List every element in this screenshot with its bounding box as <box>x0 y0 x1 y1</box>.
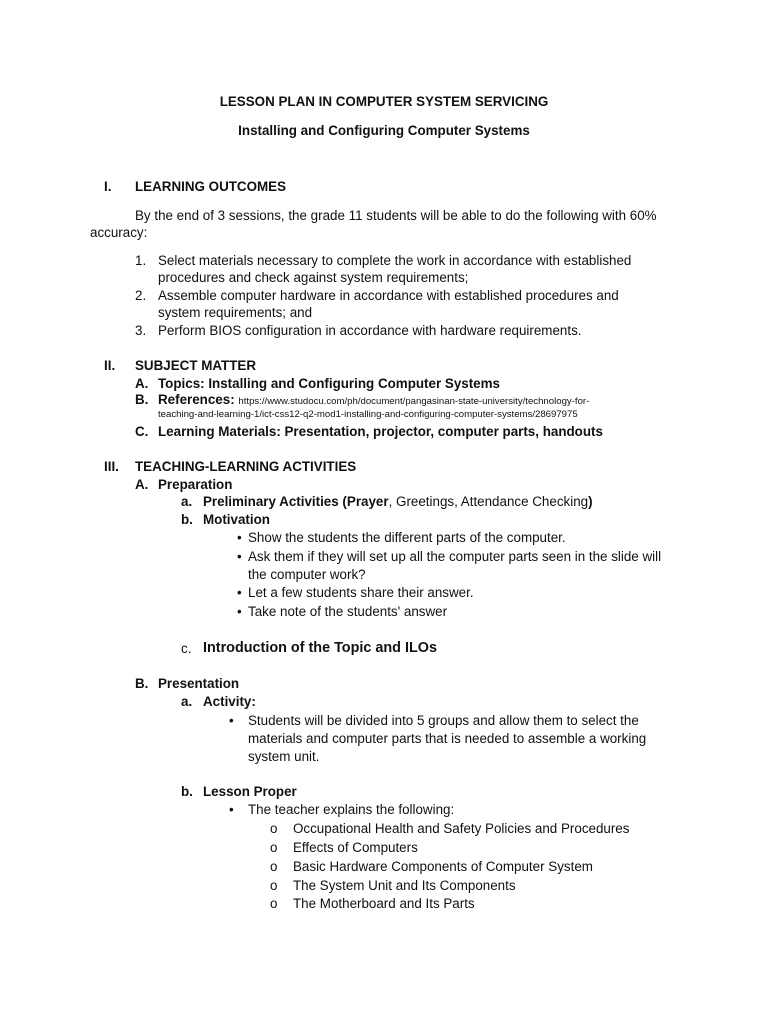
bullet: • <box>229 713 234 728</box>
section-number: III. <box>104 459 119 474</box>
references-label: References: <box>158 392 235 407</box>
item-letter: C. <box>135 424 149 439</box>
list-number: 1. <box>135 253 147 268</box>
preparation-label: Preparation <box>158 477 233 492</box>
list-item: Select materials necessary to complete the work in accordance with established <box>158 253 632 268</box>
sub-bullet-text: The System Unit and Its Components <box>293 878 516 893</box>
reference-url[interactable]: https://www.studocu.com/ph/document/pangasinan-state-university/technology-for- <box>238 396 590 407</box>
preliminary-bold: Preliminary Activities (Prayer <box>203 494 389 509</box>
paragraph-line: By the end of 3 sessions, the grade 11 students will be able to do the following with 60% <box>135 208 657 223</box>
list-item-cont: procedures and check against system requirements; <box>158 270 469 285</box>
subitem-letter: b. <box>181 784 193 799</box>
bullet-text: Show the students the different parts of the computer. <box>248 530 566 545</box>
bullet-text-cont: system unit. <box>248 749 320 764</box>
lesson-proper-label: Lesson Proper <box>203 784 297 799</box>
materials-line: Learning Materials: Presentation, projector, computer parts, handouts <box>158 424 603 439</box>
sub-bullet: o <box>270 840 278 855</box>
item-letter: B. <box>135 676 149 691</box>
sub-bullet-text: Basic Hardware Components of Computer System <box>293 859 593 874</box>
preliminary-activities-line <box>203 493 593 511</box>
bullet-text: Let a few students share their answer. <box>248 585 474 600</box>
subitem-letter: b. <box>181 512 193 527</box>
sub-bullet-text: Occupational Health and Safety Policies and Procedures <box>293 821 630 836</box>
preliminary-close: ) <box>588 494 593 509</box>
bullet-text: Take note of the students' answer <box>248 604 448 619</box>
doc-subtitle: Installing and Configuring Computer Systems <box>238 123 530 138</box>
paragraph-line: accuracy: <box>90 225 148 240</box>
topics-line: Topics: Installing and Configuring Computer Systems <box>158 376 500 391</box>
sub-bullet-text: Effects of Computers <box>293 840 418 855</box>
list-number: 2. <box>135 288 147 303</box>
bullet-text: Students will be divided into 5 groups and allow them to select the <box>248 713 639 728</box>
preliminary-normal: , Greetings, Attendance Checking <box>388 494 589 509</box>
presentation-label: Presentation <box>158 676 240 691</box>
bullet-text: Ask them if they will set up all the computer parts seen in the slide will <box>248 549 662 564</box>
sub-bullet: o <box>270 859 278 874</box>
subitem-letter: c. <box>181 641 192 656</box>
activity-label: Activity: <box>203 694 256 709</box>
bullet-text: The teacher explains the following: <box>248 802 455 817</box>
list-item-cont: system requirements; and <box>158 305 313 320</box>
reference-url-cont[interactable]: teaching-and-learning-1/ict-css12-q2-mod1-installing-and-configuring-computer-systems/28697975 <box>158 409 578 420</box>
section-number: II. <box>104 358 116 373</box>
item-letter: B. <box>135 392 149 407</box>
references-line <box>158 391 589 409</box>
subitem-letter: a. <box>181 494 193 509</box>
subitem-letter: a. <box>181 694 193 709</box>
bullet: • <box>229 802 234 817</box>
bullet-text-cont: the computer work? <box>248 567 366 582</box>
motivation-label: Motivation <box>203 512 270 527</box>
section-heading: TEACHING-LEARNING ACTIVITIES <box>135 459 357 474</box>
item-letter: A. <box>135 376 149 391</box>
sub-bullet-text: The Motherboard and Its Parts <box>293 896 475 911</box>
doc-title: LESSON PLAN IN COMPUTER SYSTEM SERVICING <box>219 94 549 109</box>
section-heading: SUBJECT MATTER <box>135 358 257 373</box>
sub-bullet: o <box>270 878 278 893</box>
sub-bullet: o <box>270 821 278 836</box>
introduction-label: Introduction of the Topic and ILOs <box>203 640 437 656</box>
bullet: • <box>237 585 242 600</box>
list-item: Perform BIOS configuration in accordance with hardware requirements. <box>158 323 582 338</box>
bullet-text-cont: materials and computer parts that is needed to assemble a working <box>248 731 647 746</box>
section-heading: LEARNING OUTCOMES <box>135 179 287 194</box>
bullet: • <box>237 549 242 564</box>
list-item: Assemble computer hardware in accordance with established procedures and <box>158 288 619 303</box>
bullet: • <box>237 530 242 545</box>
item-letter: A. <box>135 477 149 492</box>
list-number: 3. <box>135 323 147 338</box>
section-number: I. <box>104 179 112 194</box>
sub-bullet: o <box>270 896 278 911</box>
bullet: • <box>237 604 242 619</box>
